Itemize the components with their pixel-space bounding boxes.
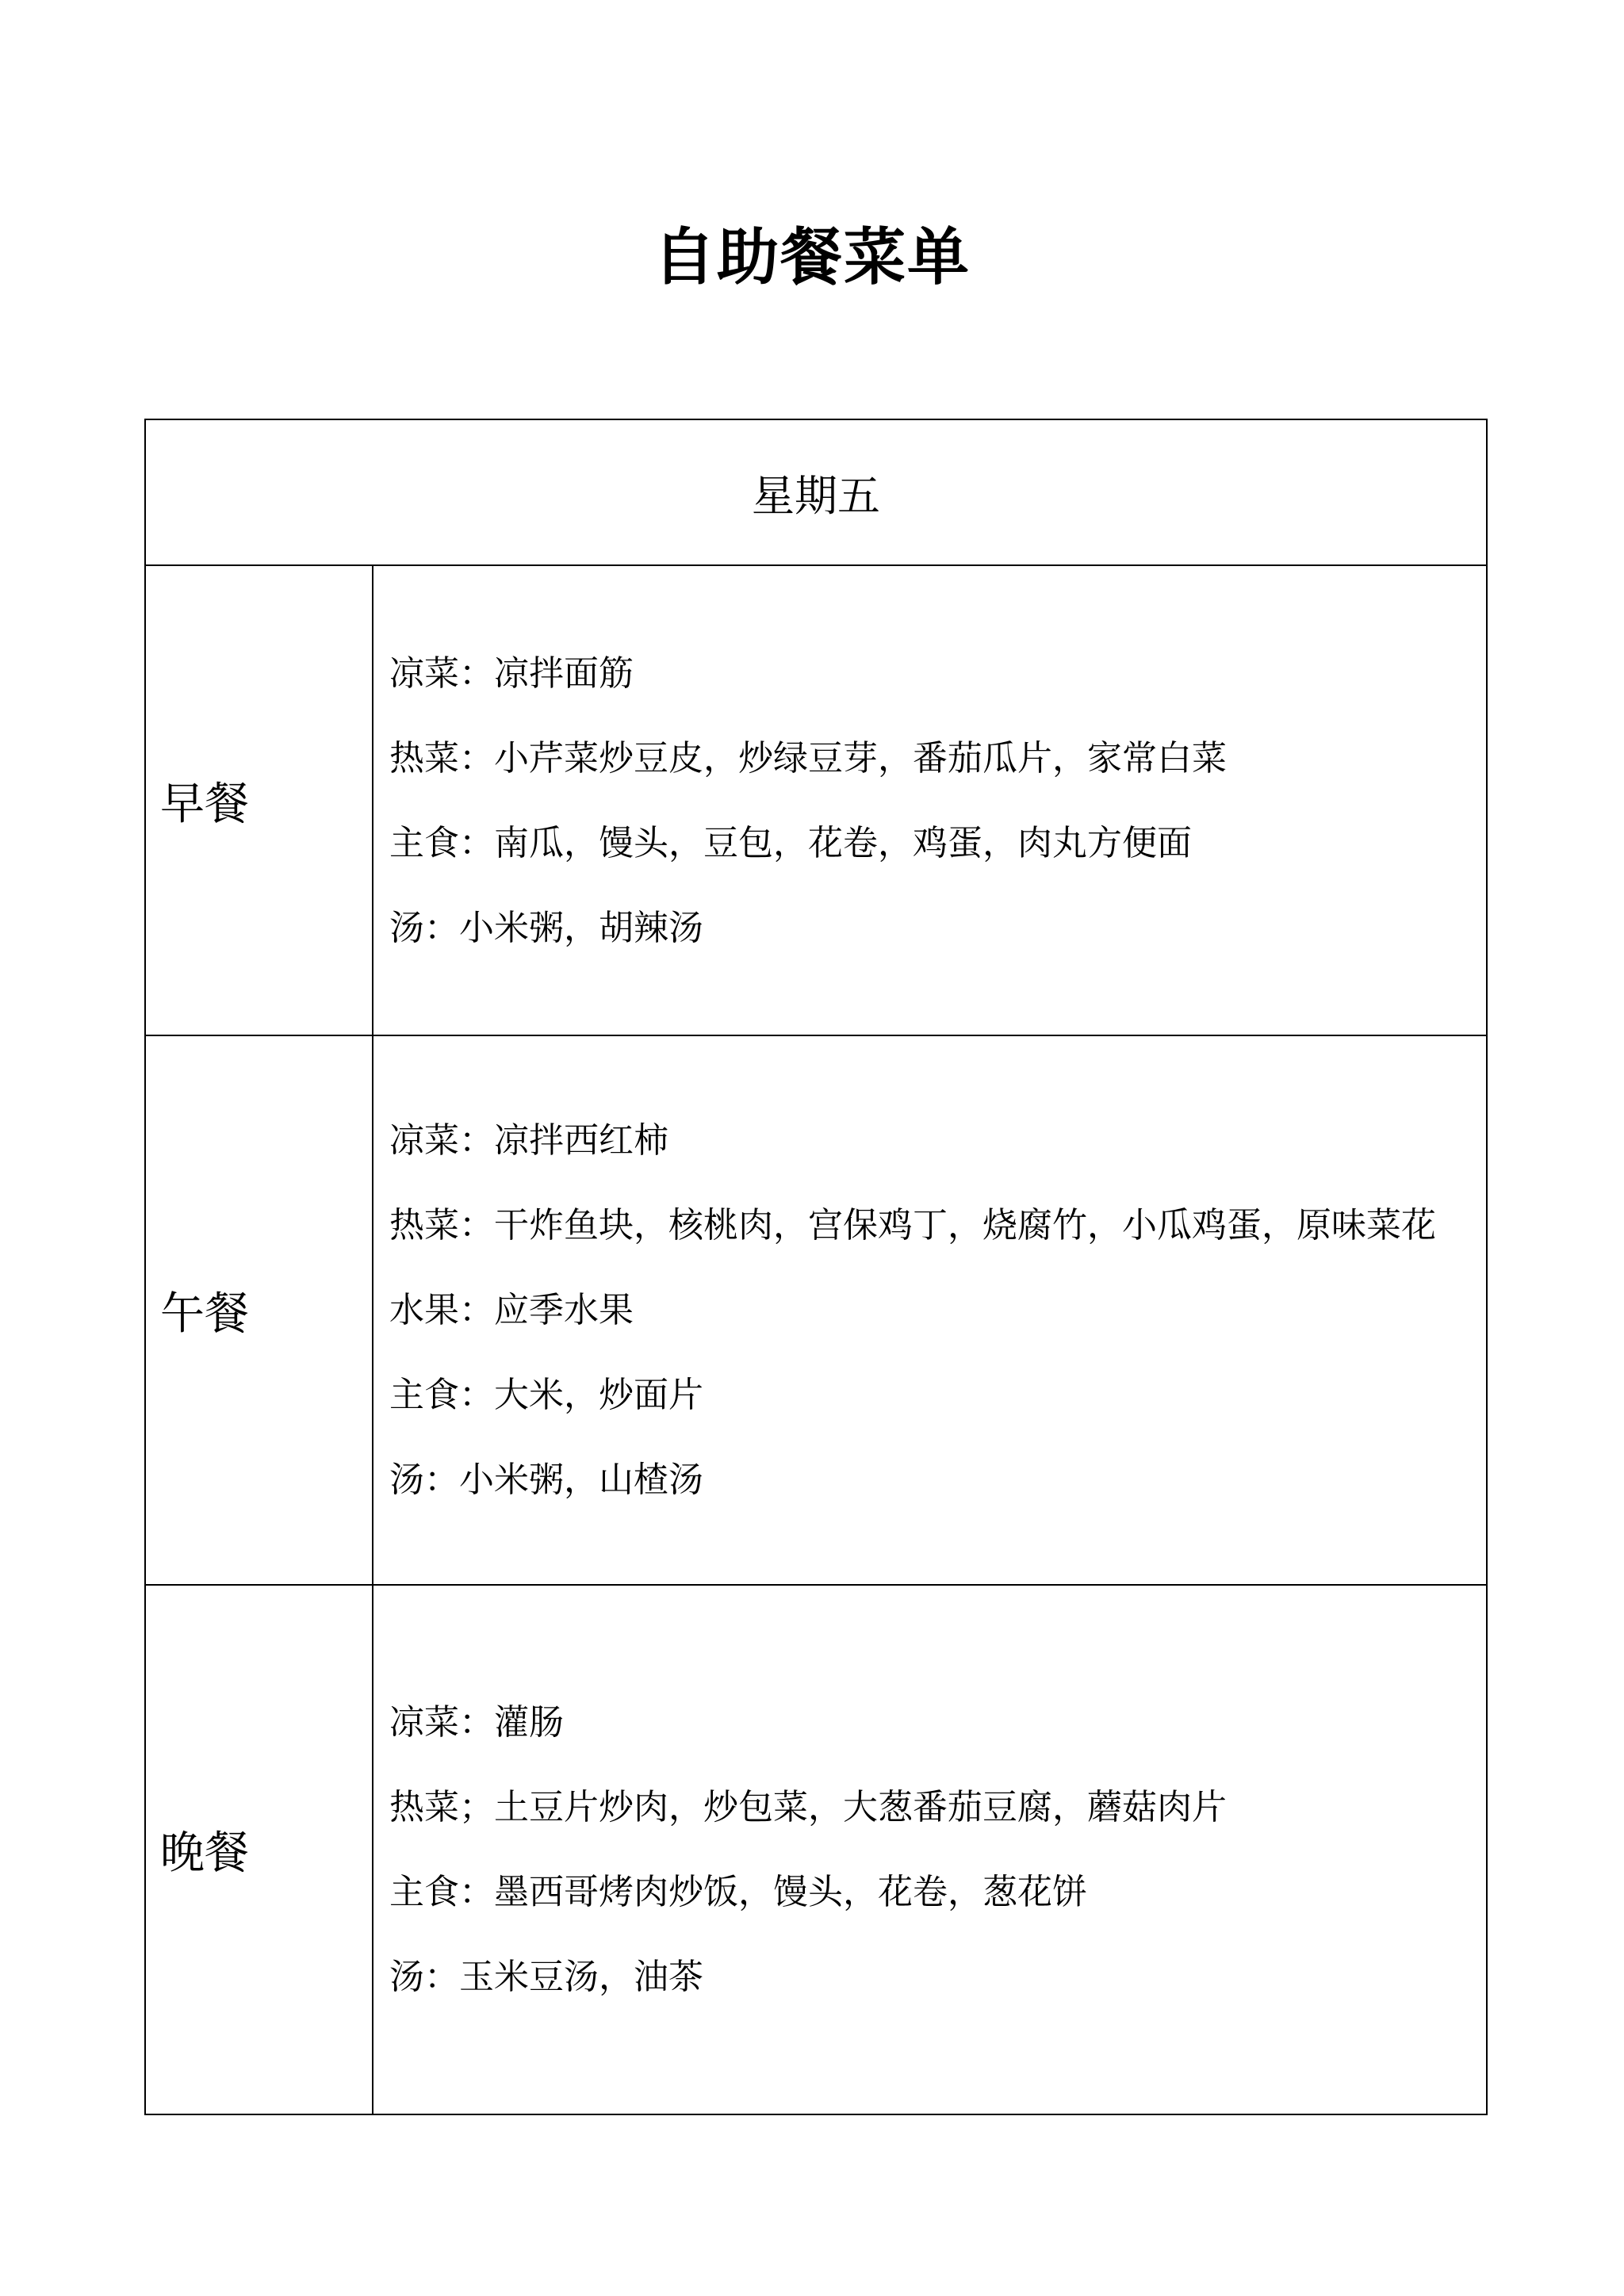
menu-table — [144, 419, 1488, 2115]
dish-line: 凉菜：凉拌西红柿 — [389, 1120, 668, 1161]
dish-line: 汤：小米粥，胡辣汤 — [389, 907, 703, 948]
dish-line: 主食：墨西哥烤肉炒饭，馒头，花卷，葱花饼 — [389, 1872, 1087, 1912]
dish-line: 水果：应季水果 — [389, 1290, 634, 1330]
dish-line: 凉菜：凉拌面筋 — [389, 652, 634, 694]
meal-name-dinner: 晚餐 — [145, 1585, 373, 2114]
dish-list-lunch — [373, 1035, 1487, 1585]
dish-line: 主食：大米，炒面片 — [389, 1375, 703, 1415]
dish-line: 热菜；土豆片炒肉，炒包菜，大葱番茄豆腐，蘑菇肉片 — [389, 1787, 1227, 1827]
dish-line: 汤：小米粥，山楂汤 — [389, 1460, 703, 1500]
meal-row-dinner — [145, 1585, 1487, 2114]
page-title: 自助餐菜单 — [653, 222, 971, 293]
dish-line: 汤：玉米豆汤，油茶 — [389, 1957, 703, 1997]
dish-list-dinner — [373, 1585, 1487, 2114]
dish-line: 凉菜：灌肠 — [389, 1702, 564, 1743]
meal-row-lunch — [145, 1035, 1487, 1585]
dish-list-breakfast — [373, 565, 1487, 1035]
meal-row-breakfast — [145, 565, 1487, 1035]
dish-line: 热菜：干炸鱼块，核桃肉，宫保鸡丁，烧腐竹，小瓜鸡蛋，原味菜花 — [389, 1205, 1436, 1246]
day-header-row — [145, 419, 1487, 565]
meal-name-lunch: 午餐 — [145, 1035, 373, 1585]
day-label: 星期五 — [145, 419, 1487, 565]
dish-line: 主食：南瓜，馒头，豆包，花卷，鸡蛋，肉丸方便面 — [389, 822, 1192, 863]
meal-name-breakfast: 早餐 — [145, 565, 373, 1035]
dish-line: 热菜：小芹菜炒豆皮，炒绿豆芽，番茄瓜片，家常白菜 — [389, 737, 1227, 779]
